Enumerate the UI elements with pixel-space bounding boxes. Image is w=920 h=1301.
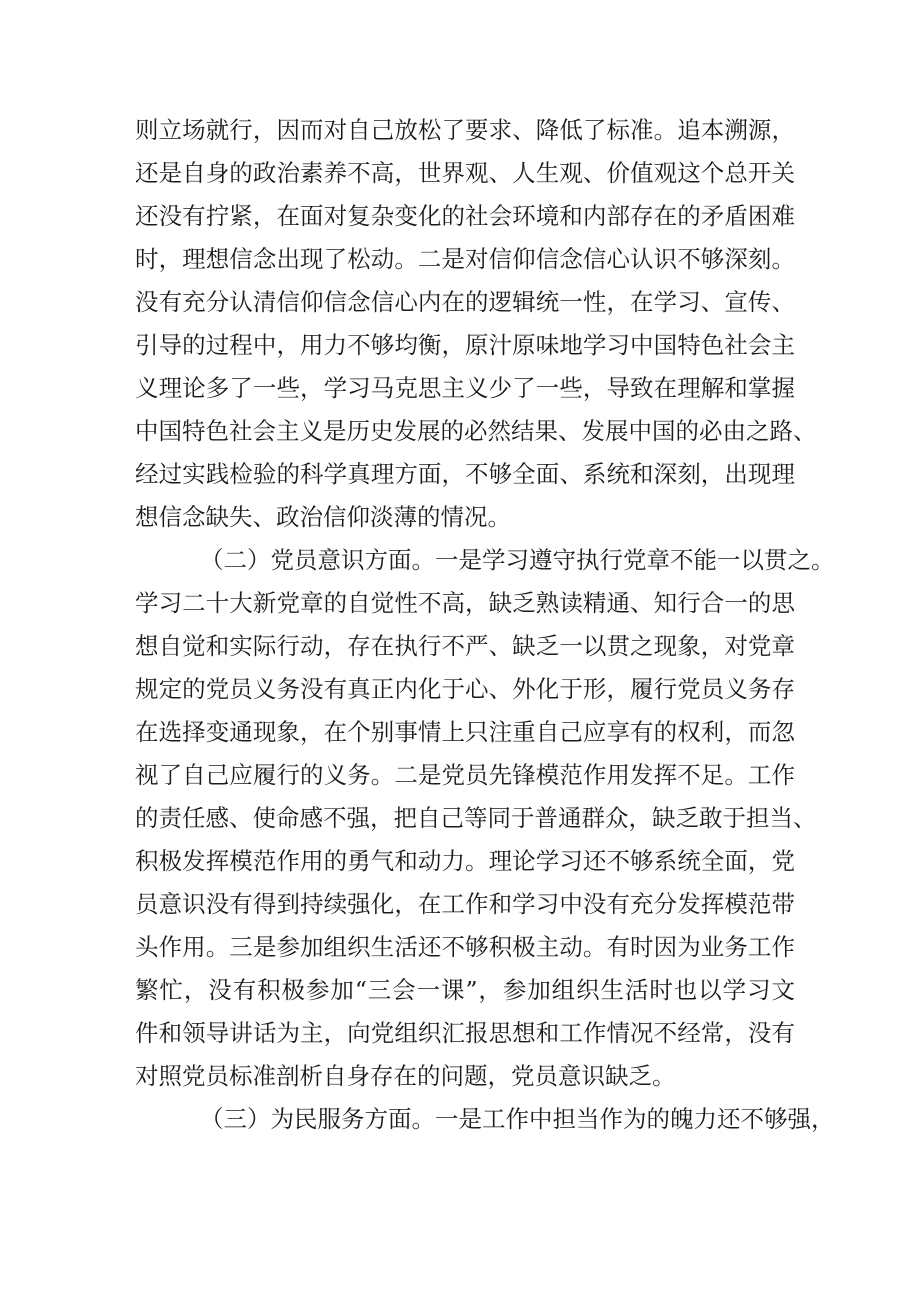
section-heading-line: （三）为民服务方面。一是工作中担当作为的魄力还不够强， [200, 1105, 835, 1133]
body-text-line: 视了自己应履行的义务。二是党员先锋模范作用发挥不足。工作 [135, 761, 795, 789]
body-text-line: 在选择变通现象，在个别事情上只注重自己应享有的权利，而忽 [135, 718, 795, 746]
body-text-line: 还是自身的政治素养不高，世界观、人生观、价值观这个总开关 [135, 159, 795, 187]
body-text-line: 规定的党员义务没有真正内化于心、外化于形，履行党员义务存 [135, 675, 795, 703]
body-text-line: 想自觉和实际行动，存在执行不严、缺乏一以贯之现象，对党章 [135, 632, 795, 660]
body-text-line: 学习二十大新党章的自觉性不高，缺乏熟读精通、知行合一的思 [135, 589, 795, 617]
body-text-line: 繁忙，没有积极参加“三会一课”，参加组织生活时也以学习文 [135, 976, 795, 1004]
body-text-line: 中国特色社会主义是历史发展的必然结果、发展中国的必由之路、 [135, 417, 817, 445]
body-text-line: 员意识没有得到持续强化，在工作和学习中没有充分发挥模范带 [135, 890, 795, 918]
body-text-line: 没有充分认清信仰信念信心内在的逻辑统一性，在学习、宣传、 [135, 288, 795, 316]
body-text-line: 经过实践检验的科学真理方面，不够全面、系统和深刻，出现理 [135, 460, 795, 488]
body-text-line: 积极发挥模范作用的勇气和动力。理论学习还不够系统全面，党 [135, 847, 795, 875]
body-text-line: 引导的过程中，用力不够均衡，原汁原味地学习中国特色社会主 [135, 331, 795, 359]
body-text-line: 想信念缺失、政治信仰淡薄的情况。 [135, 503, 511, 531]
body-text-line: 义理论多了一些，学习马克思主义少了一些，导致在理解和掌握 [135, 374, 795, 402]
body-text-line: 头作用。三是参加组织生活还不够积极主动。有时因为业务工作 [135, 933, 795, 961]
body-text-line: 件和领导讲话为主，向党组织汇报思想和工作情况不经常，没有 [135, 1019, 795, 1047]
body-text-line: 对照党员标准剖析自身存在的问题，党员意识缺乏。 [135, 1062, 676, 1090]
body-text-line: 的责任感、使命感不强，把自己等同于普通群众，缺乏敢于担当、 [135, 804, 817, 832]
section-heading-line: （二）党员意识方面。一是学习遵守执行党章不能一以贯之。 [200, 546, 835, 574]
body-text-line: 则立场就行，因而对自己放松了要求、降低了标准。追本溯源， [135, 116, 795, 144]
body-text-line: 还没有拧紧，在面对复杂变化的社会环境和内部存在的矛盾困难 [135, 202, 795, 230]
body-text-line: 时，理想信念出现了松动。二是对信仰信念信心认识不够深刻。 [135, 245, 795, 273]
